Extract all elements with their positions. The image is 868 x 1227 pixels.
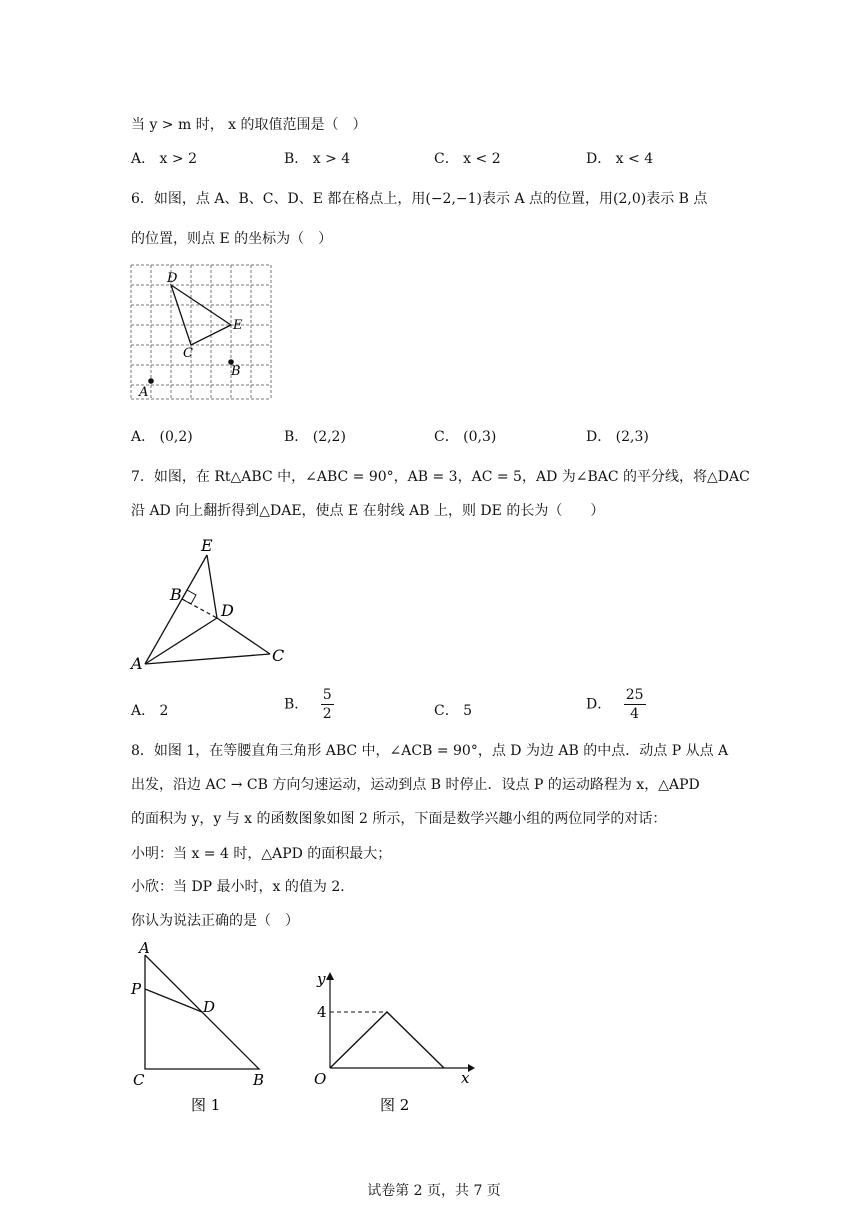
q5-prompt: 当 y > m 时， x 的取值范围是（ ） <box>131 117 367 133</box>
q6-label-c: C <box>183 346 193 361</box>
q6-option-c[interactable]: C． (0,3) <box>434 429 497 445</box>
q8-xiaoming: 小明：当 x = 4 时，△APD 的面积最大； <box>131 846 392 862</box>
q5-option-b[interactable]: B． x > 4 <box>284 151 351 167</box>
q7-right-angle-mark <box>182 590 196 604</box>
q6-triangle-dce <box>171 285 231 345</box>
fig1-caption: 图 1 <box>191 1096 221 1114</box>
q7-label-a: A <box>131 654 143 673</box>
q8-xiaoxin: 小欣：当 DP 最小时，x 的值为 2． <box>131 879 355 895</box>
fig1-label-c: C <box>133 1071 145 1089</box>
q6-label-b: B <box>231 364 241 379</box>
q7-option-d[interactable] <box>586 688 646 721</box>
q6-option-b[interactable]: B． (2,2) <box>284 429 346 445</box>
fig2-label-4: 4 <box>317 1003 327 1021</box>
page-footer: 试卷第 2 页，共 7 页 <box>367 1183 501 1199</box>
q7-option-b-fraction <box>321 688 334 721</box>
fig1-label-a: A <box>139 939 150 957</box>
q8-figure-2 <box>305 966 480 1118</box>
q5-option-c[interactable]: C． x < 2 <box>434 151 501 167</box>
q6-label-a: A <box>139 385 149 400</box>
q7-option-d-denominator: 4 <box>630 706 640 722</box>
fig1-label-d: D <box>203 998 216 1016</box>
q6-option-a[interactable]: A． (0,2) <box>131 429 193 445</box>
fig1-label-p: P <box>131 980 142 998</box>
q6-label-e: E <box>233 318 243 333</box>
fig2-function-graph <box>330 1012 444 1068</box>
q7-option-d-prefix: D． <box>586 696 612 713</box>
q7-option-a[interactable]: A． 2 <box>131 703 169 719</box>
q6-stem-line1: 6．如图，点 A、B、C、D、E 都在格点上，用(−2,−1)表示 A 点的位置，用(2,0)表示 B 点 <box>131 191 708 207</box>
q6-label-d: D <box>167 271 178 286</box>
q8-stem-line2: 出发，沿边 AC → CB 方向匀速运动，运动到点 B 时停止．设点 P 的运动路程为 x，△APD <box>131 777 700 793</box>
q7-option-b-numerator: 5 <box>322 687 332 703</box>
q7-label-e: E <box>201 536 213 555</box>
q7-option-b[interactable] <box>284 688 334 721</box>
fig2-label-origin: O <box>314 1070 327 1088</box>
q5-option-d[interactable]: D． x < 4 <box>586 151 654 167</box>
q8-stem-line3: 的面积为 y，y 与 x 的函数图象如图 2 所示，下面是数学兴趣小组的两位同学的对话： <box>131 811 667 827</box>
q6-stem-line2: 的位置，则点 E 的坐标为（ ） <box>131 231 333 247</box>
q8-stem-line1: 8．如图 1，在等腰直角三角形 ABC 中，∠ACB = 90°，点 D 为边 AB 的中点．动点 P 从点 A <box>131 743 729 759</box>
q7-stem-line2: 沿 AD 向上翻折得到△DAE，使点 E 在射线 AB 上，则 DE 的长为（ ） <box>131 503 605 519</box>
q7-stem-line1: 7．如图，在 Rt△ABC 中，∠ABC = 90°，AB = 3，AC = 5，AD 为∠BAC 的平分线，将△DAC <box>131 469 750 485</box>
q7-option-c[interactable]: C． 5 <box>434 703 473 719</box>
q7-label-b: B <box>170 585 182 604</box>
q5-option-a[interactable]: A． x > 2 <box>131 151 197 167</box>
q7-triangle-figure <box>125 530 305 680</box>
q7-option-d-fraction <box>624 688 646 721</box>
fig2-label-x: x <box>461 1069 470 1087</box>
q7-label-c: C <box>272 646 285 665</box>
q6-point-a <box>148 378 154 384</box>
q7-option-b-denominator: 2 <box>322 706 332 722</box>
q7-option-d-numerator: 25 <box>625 687 644 703</box>
fig1-label-b: B <box>253 1071 265 1089</box>
q8-question: 你认为说法正确的是（ ） <box>131 913 299 929</box>
q6-grid-figure <box>125 258 285 408</box>
q7-option-b-prefix: B． <box>284 696 309 713</box>
q6-option-d[interactable]: D． (2,3) <box>586 429 649 445</box>
fig2-caption: 图 2 <box>380 1096 410 1114</box>
q8-figure-1 <box>125 938 285 1118</box>
fig2-y-arrow <box>326 972 334 980</box>
q7-label-d: D <box>221 601 234 620</box>
fig2-label-y: y <box>317 970 326 988</box>
